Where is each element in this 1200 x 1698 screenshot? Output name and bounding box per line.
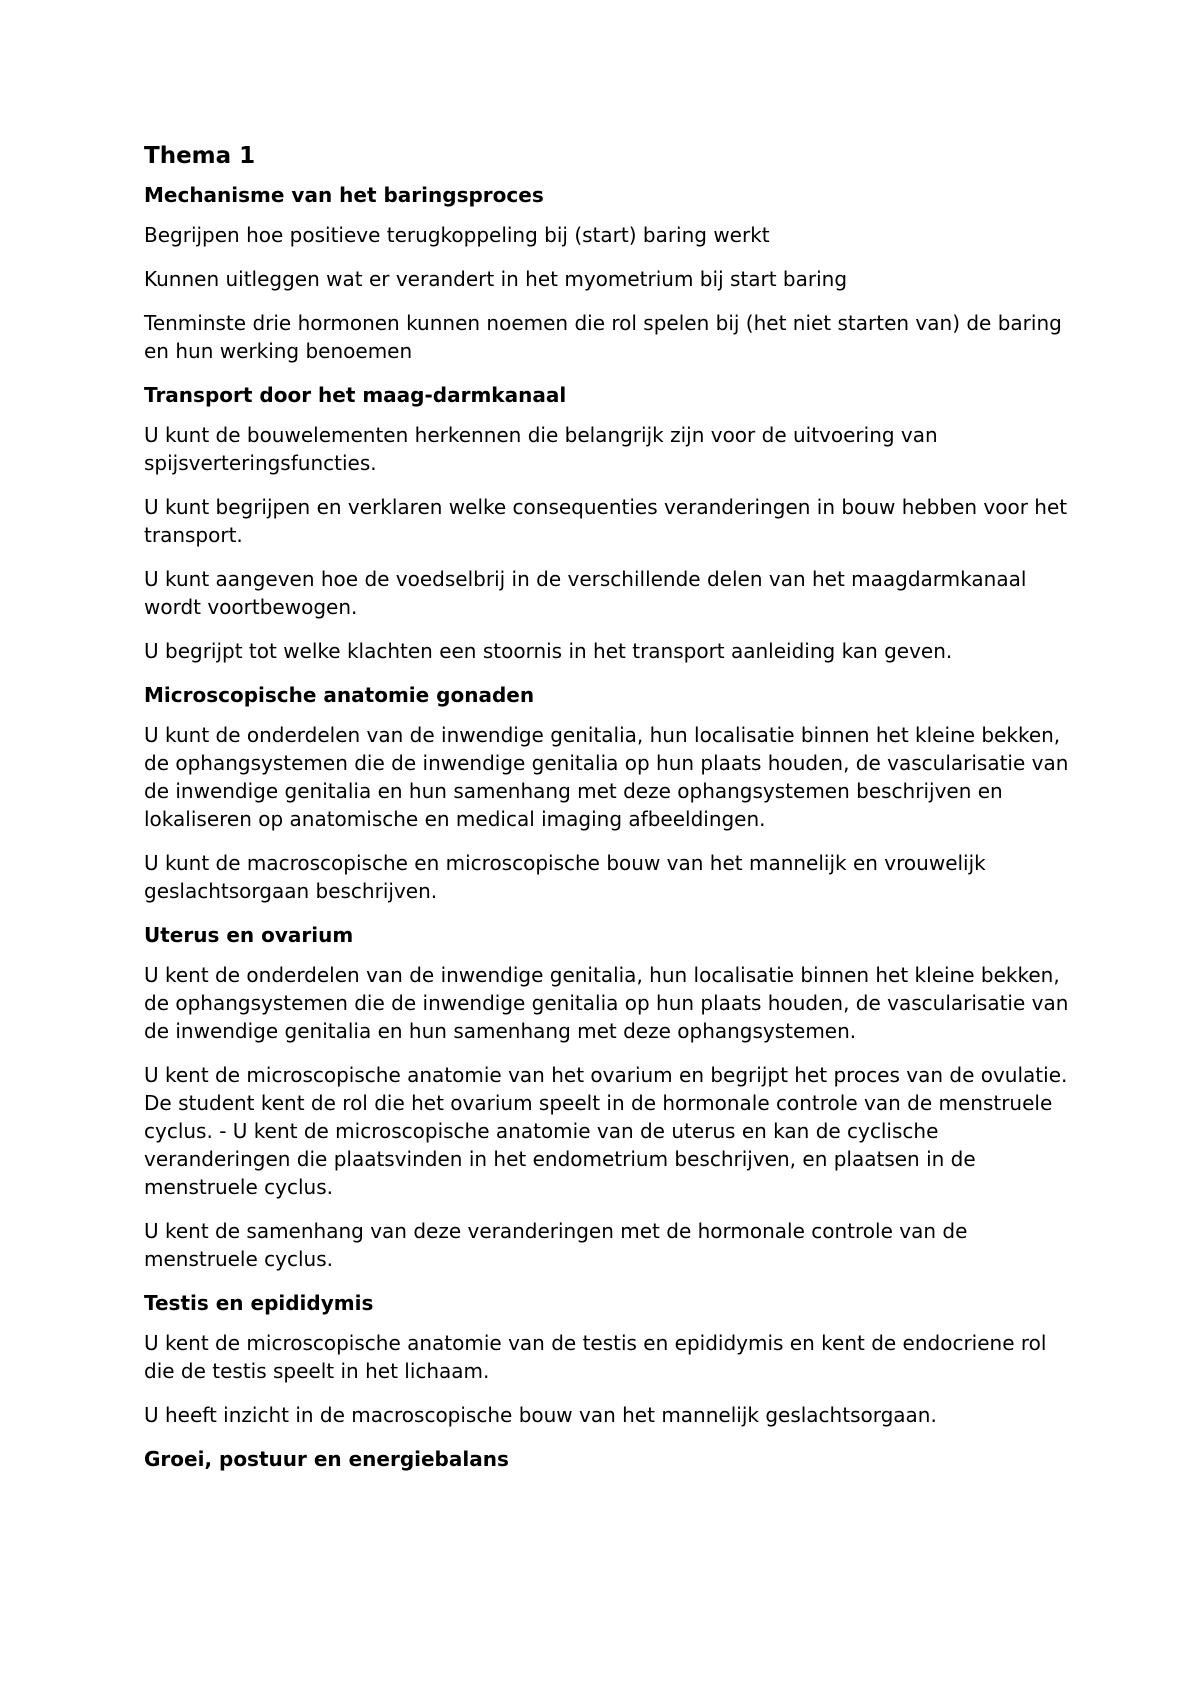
section-heading: Groei, postuur en energiebalans xyxy=(144,1447,509,1471)
paragraph: U kent de microscopische anatomie van het ovarium en begrijpt het proces van de ovulatie. De student kent de rol die het ovarium speelt in de hormonale controle van de menstruele cyclus. - U kent de microscopische anatomie van de uterus en kan de cyclische veranderingen die plaatsvinden in het endometrium beschrijven, en plaatsen in de menstruele cyclus. xyxy=(144,1063,1068,1199)
paragraph: U kunt de onderdelen van de inwendige genitalia, hun localisatie binnen het kleine bekken, de ophangsystemen die de inwendige genitalia op hun plaats houden, de vascularisatie van de inwendige genitalia en hun samenhang met deze ophangsystemen beschrijven en lokaliseren op anatomische en medical imaging afbeeldingen. xyxy=(144,723,1069,831)
section-heading: Transport door het maag-darmkanaal xyxy=(144,383,567,407)
section-heading: Uterus en ovarium xyxy=(144,923,354,947)
paragraph: Begrijpen hoe positieve terugkoppeling bij (start) baring werkt xyxy=(144,223,770,247)
section-heading: Mechanisme van het baringsproces xyxy=(144,183,544,207)
paragraph: U kent de samenhang van deze veranderingen met de hormonale controle van de menstruele cyclus. xyxy=(144,1219,968,1271)
paragraph: U heeft inzicht in de macroscopische bouw van het mannelijk geslachtsorgaan. xyxy=(144,1403,937,1427)
document-page xyxy=(144,139,1069,1485)
paragraph: U kent de microscopische anatomie van de testis en epididymis en kent de endocriene rol die de testis speelt in het lichaam. xyxy=(144,1331,1047,1383)
paragraph: U kunt de macroscopische en microscopische bouw van het mannelijk en vrouwelijk geslachtsorgaan beschrijven. xyxy=(144,851,986,903)
section-heading: Microscopische anatomie gonaden xyxy=(144,683,535,707)
paragraph: Tenminste drie hormonen kunnen noemen die rol spelen bij (het niet starten van) de baring en hun werking benoemen xyxy=(144,311,1062,363)
paragraph: U kunt begrijpen en verklaren welke consequenties veranderingen in bouw hebben voor het transport. xyxy=(144,495,1068,547)
paragraph: U kunt de bouwelementen herkennen die belangrijk zijn voor de uitvoering van spijsverteringsfuncties. xyxy=(144,423,938,475)
paragraph: U begrijpt tot welke klachten een stoornis in het transport aanleiding kan geven. xyxy=(144,639,953,663)
paragraph: U kent de onderdelen van de inwendige genitalia, hun localisatie binnen het kleine bekken, de ophangsystemen die de inwendige genitalia op hun plaats houden, de vascularisatie van de inwendige genitalia en hun samenhang met deze ophangsystemen. xyxy=(144,963,1069,1043)
section-heading: Testis en epididymis xyxy=(144,1291,374,1315)
document-title: Thema 1 xyxy=(144,143,256,169)
paragraph: Kunnen uitleggen wat er verandert in het myometrium bij start baring xyxy=(144,267,848,291)
paragraph: U kunt aangeven hoe de voedselbrij in de verschillende delen van het maagdarmkanaal wordt voortbewogen. xyxy=(144,567,1027,619)
